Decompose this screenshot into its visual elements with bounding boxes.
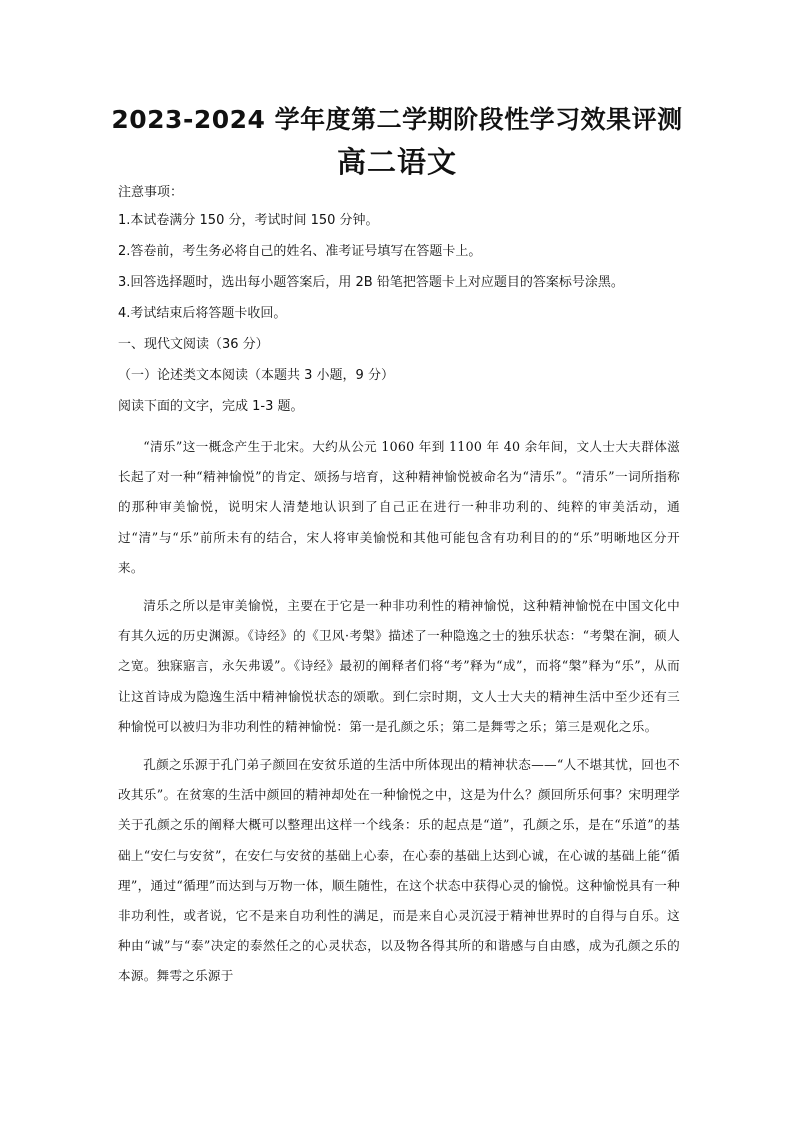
note-item-3: 3.回答选择题时，选出每小题答案后，用 2B 铅笔把答题卡上对应题目的答案标号涂黑。 [118,275,624,290]
exam-subject: 高二语文 [336,145,457,179]
notes-heading: 注意事项： [118,185,184,200]
exam-title: 2023-2024 学年度第二学期阶段性学习效果评测 [111,105,683,134]
section-heading-reading: （一）论述类文本阅读（本题共 3 小题，9 分） [118,368,394,383]
passage-paragraph-3: 孔颜之乐源于孔门弟子颜回在安贫乐道的生活中所体现出的精神状态——“人不堪其忧，回也不改其乐”。在贫寒的生活中颜回的精神却处在一种愉悦之中，这是为什么？颜回所乐何事？宋明理学关于孔颜之乐的阐释大概可以整理出这样一个线条：乐的起点是“道”，孔颜之乐，是在“乐道”的基础上“安仁与安贫”，在安仁与安贫的基础上心泰，在心泰的基础上达到心诚，在心诚的基础上能“循理”，通过“循理”而达到与万物一体，顺生随性，在这个状态中获得心灵的愉悦。这种愉悦具有一种非功利性，或者说，它不是来自功利性的满足，而是来自心灵沉浸于精神世界时的自得与自乐。这种由“诚”与“泰”决定的泰然任之的心灵状态，以及物各得其所的和谐感与自由感，成为孔颜之乐的本源。舞雩之乐源于 [118,757,680,984]
passage-paragraph-1: “清乐”这一概念产生于北宋。大约从公元 1060 年到 1100 年 40 余年间，文人士大夫群体滋长起了对一种“精神愉悦”的肯定、颂扬与培育，这种精神愉悦被命名为“清乐”。“清乐”一词所指称的那种审美愉悦，说明宋人清楚地认识到了自己正在进行一种非功利的、纯粹的审美活动，通过“清”与“乐”前所未有的结合，宋人将审美愉悦和其他可能包含有功利目的的“乐”明晰地区分开来。 [118,439,680,575]
reading-passage [118,432,680,1000]
section-heading-part1: 一、现代文阅读（36 分） [118,337,269,352]
note-item-4: 4.考试结束后将答题卡收回。 [118,306,287,321]
passage-paragraph-2: 清乐之所以是审美愉悦，主要在于它是一种非功利性的精神愉悦，这种精神愉悦在中国文化中有其久远的历史渊源。《诗经》的《卫风·考槃》描述了一种隐逸之士的独乐状态：“考槃在涧，硕人之宽。独寐寤言，永矢弗谖”。《诗经》最初的阐释者们将“考”释为“成”，而将“槃”释为“乐”，从而让这首诗成为隐逸生活中精神愉悦状态的颂歌。到仁宗时期，文人士大夫的精神生活中至少还有三种愉悦可以被归为非功利性的精神愉悦：第一是孔颜之乐；第二是舞雩之乐；第三是观化之乐。 [118,598,680,734]
reading-instruction: 阅读下面的文字，完成 1-3 题。 [118,399,304,414]
instructions-block [118,182,698,427]
note-item-2: 2.答卷前，考生务必将自己的姓名、准考证号填写在答题卡上。 [118,244,482,259]
note-item-1: 1.本试卷满分 150 分，考试时间 150 分钟。 [118,213,379,228]
